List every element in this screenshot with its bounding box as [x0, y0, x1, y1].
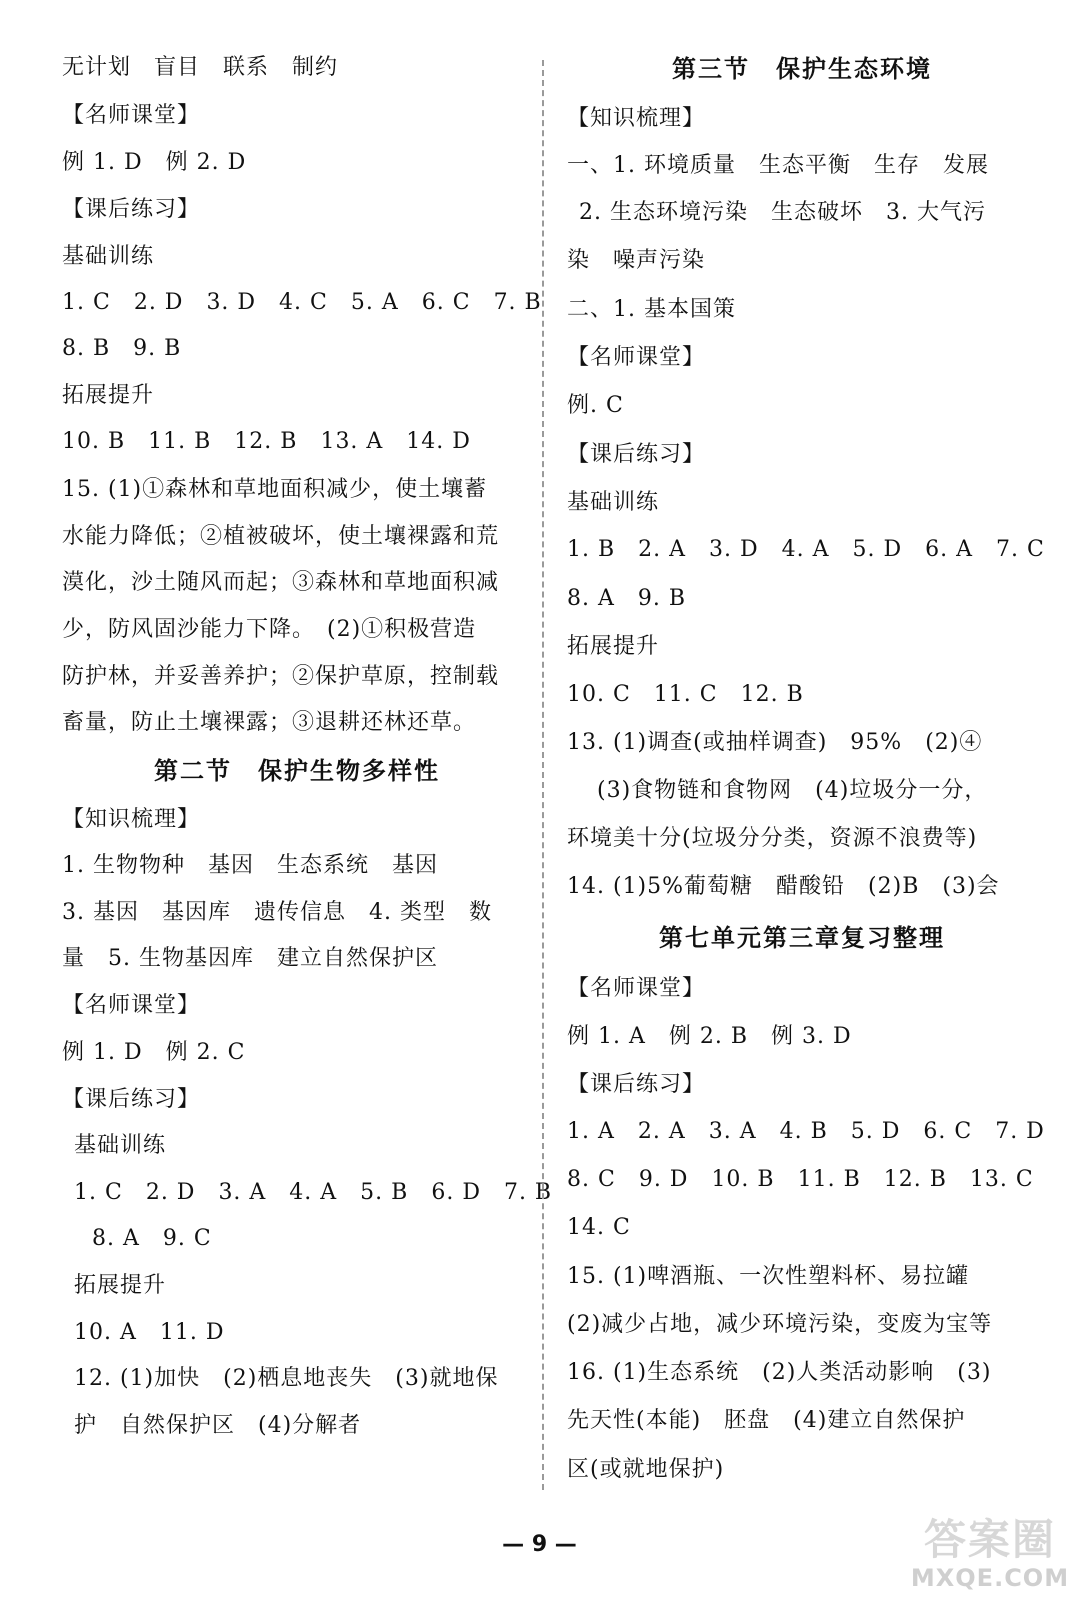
text-line: 防护林，并妥善养护；②保护草原，控制载 — [62, 664, 500, 689]
text-line: 14. C — [567, 1215, 631, 1240]
text-line: 16. (1)生态系统 (2)人类活动影响 (3) — [567, 1360, 992, 1385]
text-line: 2. 生态环境污染 生态破坏 3. 大气污 — [579, 200, 986, 225]
text-line: 例. C — [567, 393, 624, 418]
text-line: 8. C 9. D 10. B 11. B 12. B 13. C — [567, 1167, 1034, 1192]
text-line: 无计划 盲目 联系 制约 — [62, 55, 339, 80]
text-line: 10. A 11. D — [74, 1320, 225, 1345]
text-line: 1. A 2. A 3. A 4. B 5. D 6. C 7. D — [567, 1119, 1045, 1144]
text-line: 15. (1)啤酒瓶、一次性塑料杯、易拉罐 — [567, 1264, 970, 1289]
text-line: 13. (1)调查(或抽样调查) 95% (2)④ — [567, 730, 983, 755]
section-heading: 第三节 保护生态环境 — [672, 55, 932, 83]
text-line: 漠化，沙土随风而起；③森林和草地面积减 — [62, 570, 500, 595]
text-line: 8. A 9. C — [92, 1226, 212, 1251]
text-line: 二、1. 基本国策 — [567, 297, 736, 322]
text-line: 畜量，防止土壤裸露；③退耕还林还草。 — [62, 710, 477, 735]
text-line: 8. B 9. B — [62, 336, 182, 361]
text-line: 15. (1)①森林和草地面积减少，使土壤蓄 — [62, 477, 488, 502]
text-line: 例 1. D 例 2. C — [62, 1040, 246, 1065]
text-line: 基础训练 — [74, 1133, 167, 1158]
text-line: 【知识梳理】 — [62, 807, 201, 832]
text-line: 少，防风固沙能力下降。 (2)①积极营造 — [62, 617, 477, 642]
watermark-logo — [905, 1515, 1075, 1597]
section-heading: 第七单元第三章复习整理 — [659, 924, 945, 952]
text-line: 拓展提升 — [62, 383, 155, 408]
text-line: 14. (1)5%葡萄糖 醋酸铅 (2)B (3)会 — [567, 874, 1000, 899]
text-line: 水能力降低；②植被破坏，使土壤裸露和荒 — [62, 524, 500, 549]
text-line: 护 自然保护区 (4)分解者 — [74, 1413, 362, 1438]
text-line: 拓展提升 — [74, 1273, 167, 1298]
text-line: 12. (1)加快 (2)栖息地丧失 (3)就地保 — [74, 1366, 499, 1391]
text-line: (3)食物链和食物网 (4)垃圾分一分， — [597, 778, 988, 803]
page-number: — 9 — — [502, 1532, 577, 1557]
text-line: 例 1. D 例 2. D — [62, 150, 247, 175]
section-heading: 第二节 保护生物多样性 — [154, 757, 440, 785]
text-line: 10. B 11. B 12. B 13. A 14. D — [62, 429, 471, 454]
text-line: 1. C 2. D 3. D 4. C 5. A 6. C 7. B — [62, 290, 542, 315]
text-line: 先天性(本能) 胚盘 (4)建立自然保护 — [567, 1408, 966, 1433]
text-line: 10. C 11. C 12. B — [567, 682, 804, 707]
text-line: 【名师课堂】 — [567, 976, 706, 1001]
watermark-mark: 答案圈 — [923, 1515, 1056, 1564]
text-line: 染 噪声污染 — [567, 248, 706, 273]
text-line: 3. 基因 基因库 遗传信息 4. 类型 数 — [62, 900, 492, 925]
text-line: 量 5. 生物基因库 建立自然保护区 — [62, 946, 438, 971]
text-line: 1. B 2. A 3. D 4. A 5. D 6. A 7. C — [567, 537, 1045, 562]
column-divider — [542, 60, 544, 1490]
text-line: 8. A 9. B — [567, 586, 687, 611]
text-line: 1. 生物物种 基因 生态系统 基因 — [62, 853, 438, 878]
text-line: (2)减少占地，减少环境污染，变废为宝等 — [567, 1312, 993, 1337]
text-line: 拓展提升 — [567, 634, 660, 659]
text-line: 【课后练习】 — [62, 197, 201, 222]
text-line: 例 1. A 例 2. B 例 3. D — [567, 1024, 852, 1049]
text-line: 基础训练 — [567, 490, 660, 515]
text-line: 环境美十分(垃圾分分类，资源不浪费等) — [567, 826, 978, 851]
text-line: 【课后练习】 — [567, 1072, 706, 1097]
text-line: 【名师课堂】 — [62, 993, 201, 1018]
text-line: 区(或就地保护) — [567, 1457, 725, 1482]
text-line: 【课后练习】 — [567, 442, 706, 467]
text-line: 【名师课堂】 — [567, 345, 706, 370]
watermark-url: MXQE.COM — [910, 1564, 1070, 1592]
text-line: 【课后练习】 — [62, 1087, 201, 1112]
text-line: 一、1. 环境质量 生态平衡 生存 发展 — [567, 153, 989, 178]
text-line: 【知识梳理】 — [567, 106, 706, 131]
text-line: 1. C 2. D 3. A 4. A 5. B 6. D 7. B — [74, 1180, 553, 1205]
text-line: 基础训练 — [62, 244, 155, 269]
text-line: 【名师课堂】 — [62, 103, 201, 128]
